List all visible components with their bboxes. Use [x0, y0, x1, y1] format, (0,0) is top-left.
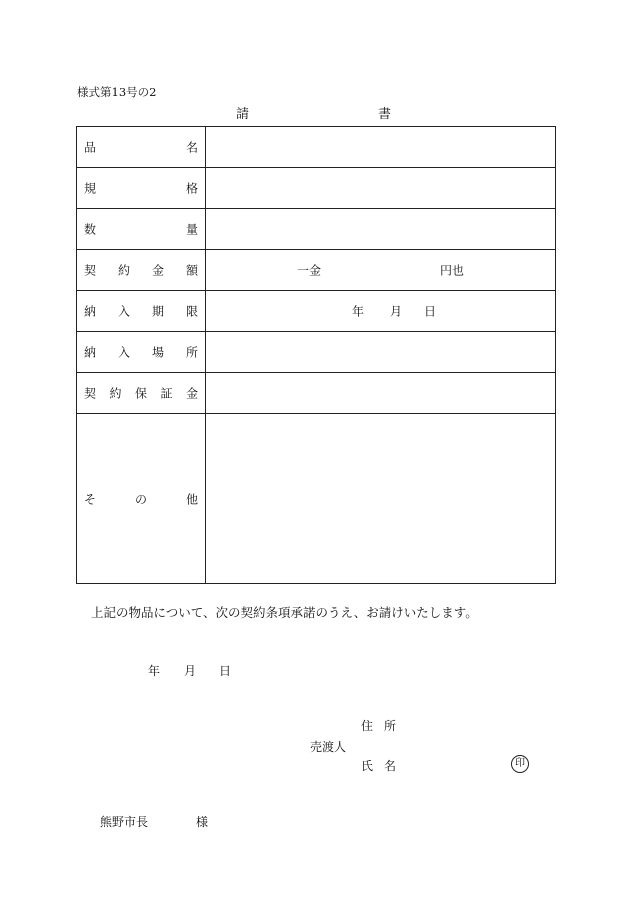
table-row-quantity [77, 209, 555, 250]
acceptance-statement: 上記の物品について、次の契約条項承諾のうえ、お請けいたします。 [91, 605, 478, 620]
label-char: 限 [185, 304, 198, 319]
table-row-item-name [77, 127, 555, 168]
date-day-label: 日 [219, 664, 232, 678]
name-label-char: 名 [384, 759, 397, 773]
delivery-deadline-field[interactable] [206, 291, 555, 331]
other-field[interactable] [206, 414, 555, 584]
label-char: 契 [84, 263, 97, 278]
title-char-2: 書 [378, 107, 392, 122]
addressee-honorific: 様 [196, 815, 209, 829]
spec-field[interactable] [206, 168, 555, 208]
label-char: 証 [160, 386, 173, 401]
seal-mark: 印 [511, 755, 529, 773]
row-label [77, 373, 206, 413]
label-char: 入 [117, 345, 130, 360]
label-char: 期 [151, 304, 164, 319]
label-char: 納 [84, 345, 97, 360]
row-label [77, 332, 206, 372]
label-char: 額 [185, 263, 198, 278]
table-row-spec [77, 168, 555, 209]
table-row-contract-deposit [77, 373, 555, 414]
contract-amount-field[interactable] [206, 250, 555, 290]
deadline-day-label: 日 [424, 304, 437, 319]
table-row-other [77, 414, 555, 584]
label-char: 金 [151, 263, 164, 278]
row-label [77, 250, 206, 290]
addressee-name: 熊野市長 [100, 815, 149, 829]
label-char: 規 [84, 181, 97, 196]
label-char: 契 [84, 386, 97, 401]
label-char: の [134, 492, 147, 507]
row-label [77, 168, 206, 208]
date-year-label: 年 [148, 664, 161, 678]
row-label [77, 291, 206, 331]
label-char: 約 [117, 263, 130, 278]
label-char: 他 [185, 492, 198, 507]
seller-role-label: 売渡人 [310, 740, 347, 754]
delivery-place-field[interactable] [206, 332, 555, 372]
amount-suffix: 円也 [440, 263, 465, 278]
deadline-year-label: 年 [352, 304, 365, 319]
table-row-delivery-place [77, 332, 555, 373]
table-row-delivery-deadline [77, 291, 555, 332]
item-name-field[interactable] [206, 127, 555, 167]
label-char: 格 [185, 181, 198, 196]
row-label [77, 209, 206, 249]
label-char: 品 [84, 140, 97, 155]
table-row-contract-amount [77, 250, 555, 291]
label-char: 量 [185, 222, 198, 237]
amount-prefix: 一金 [297, 263, 322, 278]
contract-table [76, 126, 556, 584]
label-char: 場 [151, 345, 164, 360]
contract-deposit-field[interactable] [206, 373, 555, 413]
label-char: 名 [185, 140, 198, 155]
address-label-char: 所 [384, 719, 397, 733]
address-label-char: 住 [361, 719, 374, 733]
row-label [77, 414, 206, 584]
label-char: 金 [185, 386, 198, 401]
form-number: 様式第13号の2 [77, 85, 157, 99]
date-month-label: 月 [184, 664, 197, 678]
label-char: 納 [84, 304, 97, 319]
deadline-month-label: 月 [390, 304, 403, 319]
name-label-char: 氏 [361, 759, 374, 773]
label-char: 入 [117, 304, 130, 319]
label-char: そ [84, 492, 97, 507]
label-char: 数 [84, 222, 97, 237]
label-char: 保 [134, 386, 147, 401]
row-label [77, 127, 206, 167]
quantity-field[interactable] [206, 209, 555, 249]
label-char: 約 [109, 386, 122, 401]
title-char-1: 請 [236, 107, 250, 122]
label-char: 所 [185, 345, 198, 360]
